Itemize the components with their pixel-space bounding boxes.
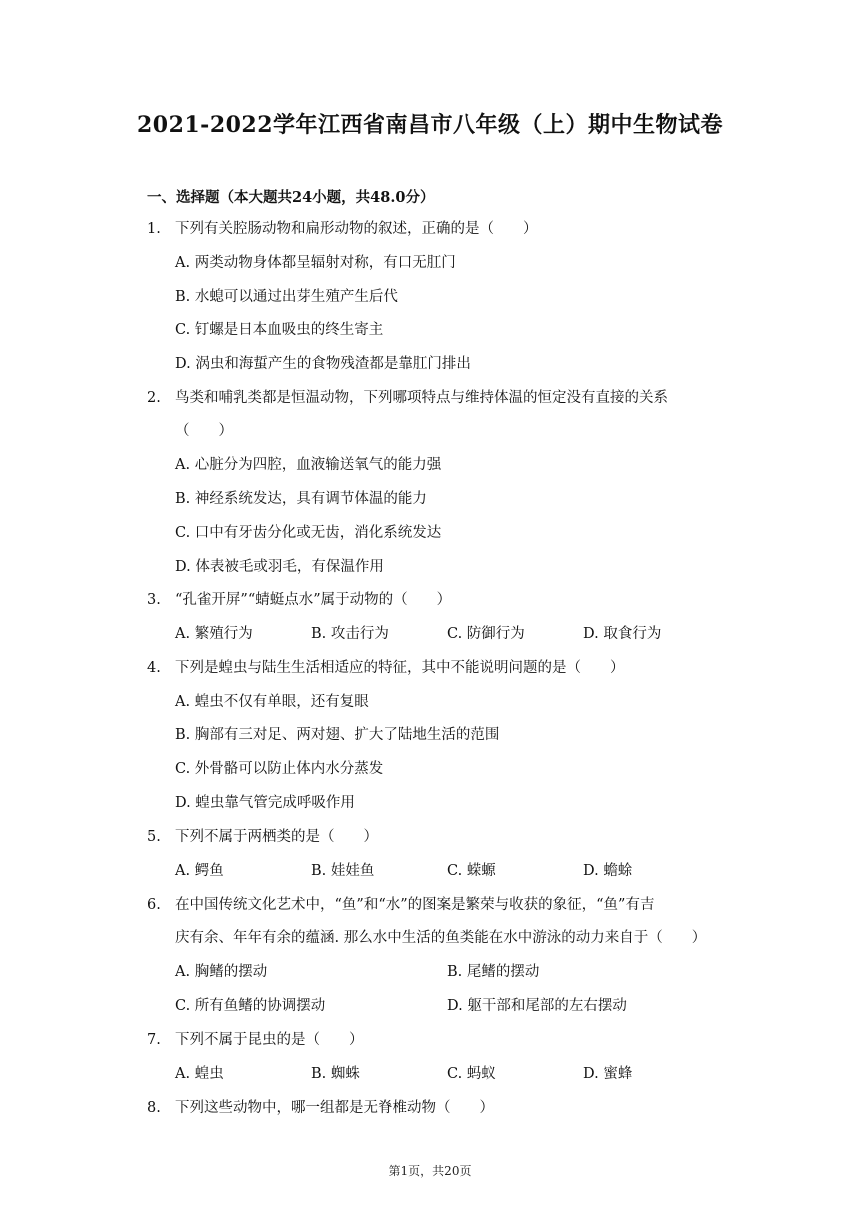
option: C. 蝾螈 xyxy=(447,863,496,879)
question-number: 8. xyxy=(147,1100,161,1116)
option: B. 水螅可以通过出芽生殖产生后代 xyxy=(175,289,398,305)
option: A. 心脏分为四腔，血液输送氧气的能力强 xyxy=(175,457,442,473)
question-number: 7. xyxy=(147,1032,161,1048)
question-text: 鸟类和哺乳类都是恒温动物，下列哪项特点与维持体温的恒定没有直接的关系 xyxy=(175,390,668,406)
option: A. 胸鳍的摆动 xyxy=(175,964,268,980)
question-text: 下列不属于昆虫的是（ ） xyxy=(175,1032,364,1048)
question-number: 2. xyxy=(147,390,161,406)
exam-title: 2021-2022学年江西省南昌市八年级（上）期中生物试卷 xyxy=(136,112,724,138)
option: C. 钉螺是日本血吸虫的终生寄主 xyxy=(175,322,384,338)
option: C. 防御行为 xyxy=(447,626,525,642)
question-text: 下列有关腔肠动物和扁形动物的叙述，正确的是（ ） xyxy=(175,221,538,237)
option: D. 取食行为 xyxy=(583,626,662,642)
option: D. 蜜蜂 xyxy=(583,1066,633,1082)
question-text: “孔雀开屏”“蜻蜓点水”属于动物的（ ） xyxy=(175,592,452,608)
option: C. 蚂蚁 xyxy=(447,1066,496,1082)
question-text: 下列这些动物中，哪一组都是无脊椎动物（ ） xyxy=(175,1100,494,1116)
option: A. 两类动物身体都呈辐射对称，有口无肛门 xyxy=(175,255,456,271)
option: B. 蜘蛛 xyxy=(311,1066,360,1082)
page-footer: 第1页，共20页 xyxy=(388,1164,472,1178)
option: D. 蝗虫靠气管完成呼吸作用 xyxy=(175,795,355,811)
option: A. 繁殖行为 xyxy=(175,626,253,642)
question-text: 在中国传统文化艺术中，“鱼”和“水”的图案是繁荣与收获的象征，“鱼”有吉 xyxy=(175,897,655,913)
option: B. 胸部有三对足、两对翅、扩大了陆地生活的范围 xyxy=(175,727,500,743)
question-text: 下列是蝗虫与陆生生活相适应的特征，其中不能说明问题的是（ ） xyxy=(175,660,625,676)
option: A. 蝗虫不仅有单眼，还有复眼 xyxy=(175,694,369,710)
question-number: 6. xyxy=(147,897,161,913)
option: A. 蝗虫 xyxy=(175,1066,224,1082)
question-text: 下列不属于两栖类的是（ ） xyxy=(175,829,378,845)
option: A. 鳄鱼 xyxy=(175,863,224,879)
question-number: 3. xyxy=(147,592,161,608)
option: B. 神经系统发达，具有调节体温的能力 xyxy=(175,491,427,507)
option: C. 口中有牙齿分化或无齿，消化系统发达 xyxy=(175,525,442,541)
option: D. 体表被毛或羽毛，有保温作用 xyxy=(175,559,384,575)
question-text-cont: （ ） xyxy=(175,423,233,439)
option: D. 蟾蜍 xyxy=(583,863,633,879)
option: B. 尾鳍的摆动 xyxy=(447,964,540,980)
question-number: 4. xyxy=(147,660,161,676)
option: B. 攻击行为 xyxy=(311,626,389,642)
section-heading: 一、选择题（本大题共24小题，共48.0分） xyxy=(147,189,435,206)
option: C. 所有鱼鳍的协调摆动 xyxy=(175,998,326,1014)
option: B. 娃娃鱼 xyxy=(311,863,375,879)
option: D. 涡虫和海蜇产生的食物残渣都是靠肛门排出 xyxy=(175,356,471,372)
question-text-cont: 庆有余、年年有余的蕴涵. 那么水中生活的鱼类能在水中游泳的动力来自于（ ） xyxy=(175,930,707,946)
option: D. 躯干部和尾部的左右摆动 xyxy=(447,998,627,1014)
option: C. 外骨骼可以防止体内水分蒸发 xyxy=(175,761,384,777)
question-number: 1. xyxy=(147,221,161,237)
question-number: 5. xyxy=(147,829,161,845)
